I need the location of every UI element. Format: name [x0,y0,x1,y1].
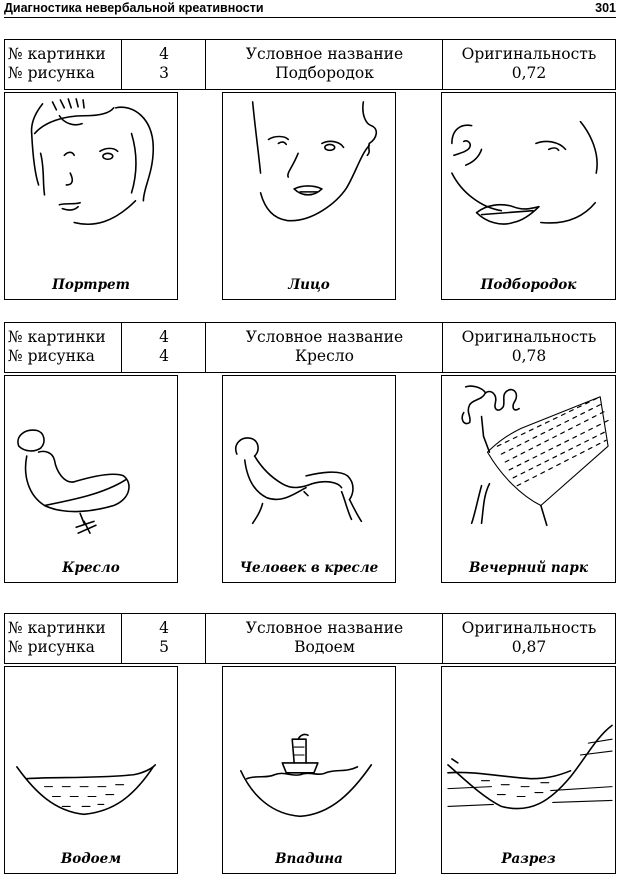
conventional-name-label: Условное название [245,45,404,63]
caption: Подбородок [480,277,577,293]
originality-cell [442,322,616,373]
caption: Впадина [275,851,343,867]
name-cell [205,322,443,373]
caption: Разрез [501,851,556,867]
drawing-no-label: № рисунка [8,64,95,82]
drawing-no-label: № рисунка [8,638,95,656]
picture-no-value: 4 [159,45,169,63]
caption: Водоем [60,851,122,867]
labels-cell [4,322,122,373]
page-number: 301 [595,1,616,15]
drawing-panel [441,92,616,300]
picture-no-value: 4 [159,328,169,346]
caption: Человек в кресле [239,560,379,576]
drawing-no-value: 4 [159,347,169,365]
originality-value: 0,72 [511,64,547,82]
picture-no-label: № картинки [8,328,106,346]
drawing-panel [4,375,178,583]
conventional-name-value: Водоем [294,638,355,656]
name-cell [205,613,443,664]
man-in-armchair-drawing [223,376,395,551]
originality-cell [442,39,616,90]
info-table [4,39,615,92]
conventional-name-label: Условное название [245,328,404,346]
hollow-drawing [223,667,395,842]
caption: Лицо [288,277,330,293]
numbers-cell [121,613,206,664]
labels-cell [4,39,122,90]
originality-label: Оригинальность [461,45,597,63]
drawing-panel [441,666,616,874]
drawing-no-value: 3 [159,64,169,82]
armchair-drawing [5,376,177,551]
portrait-drawing [5,93,177,268]
picture-no-value: 4 [159,619,169,637]
picture-no-label: № картинки [8,619,106,637]
numbers-cell [121,39,206,90]
originality-label: Оригинальность [461,328,597,346]
drawing-panel [222,92,396,300]
caption: Кресло [62,560,120,576]
chin-drawing [442,93,615,268]
conventional-name-value: Кресло [295,347,354,365]
name-cell [205,39,443,90]
pond-drawing [5,667,177,842]
drawing-panel [4,92,178,300]
page-header [4,0,616,18]
drawing-panel [4,666,178,874]
originality-label: Оригинальность [461,619,597,637]
info-table [4,322,615,375]
originality-value: 0,78 [511,347,547,365]
face-drawing [223,93,395,268]
conventional-name-label: Условное название [245,619,404,637]
numbers-cell [121,322,206,373]
drawing-panel [222,666,396,874]
cross-section-drawing [442,667,615,842]
info-table [4,613,615,666]
evening-park-drawing [442,376,615,551]
originality-value: 0,87 [511,638,547,656]
drawing-panel [441,375,616,583]
drawing-panel [222,375,396,583]
conventional-name-value: Подбородок [275,64,374,82]
labels-cell [4,613,122,664]
running-title: Диагностика невербальной креативности [4,1,264,15]
originality-cell [442,613,616,664]
picture-no-label: № картинки [8,45,106,63]
caption: Вечерний парк [469,560,588,576]
drawing-no-label: № рисунка [8,347,95,365]
caption: Портрет [52,277,130,293]
drawing-no-value: 5 [159,638,169,656]
